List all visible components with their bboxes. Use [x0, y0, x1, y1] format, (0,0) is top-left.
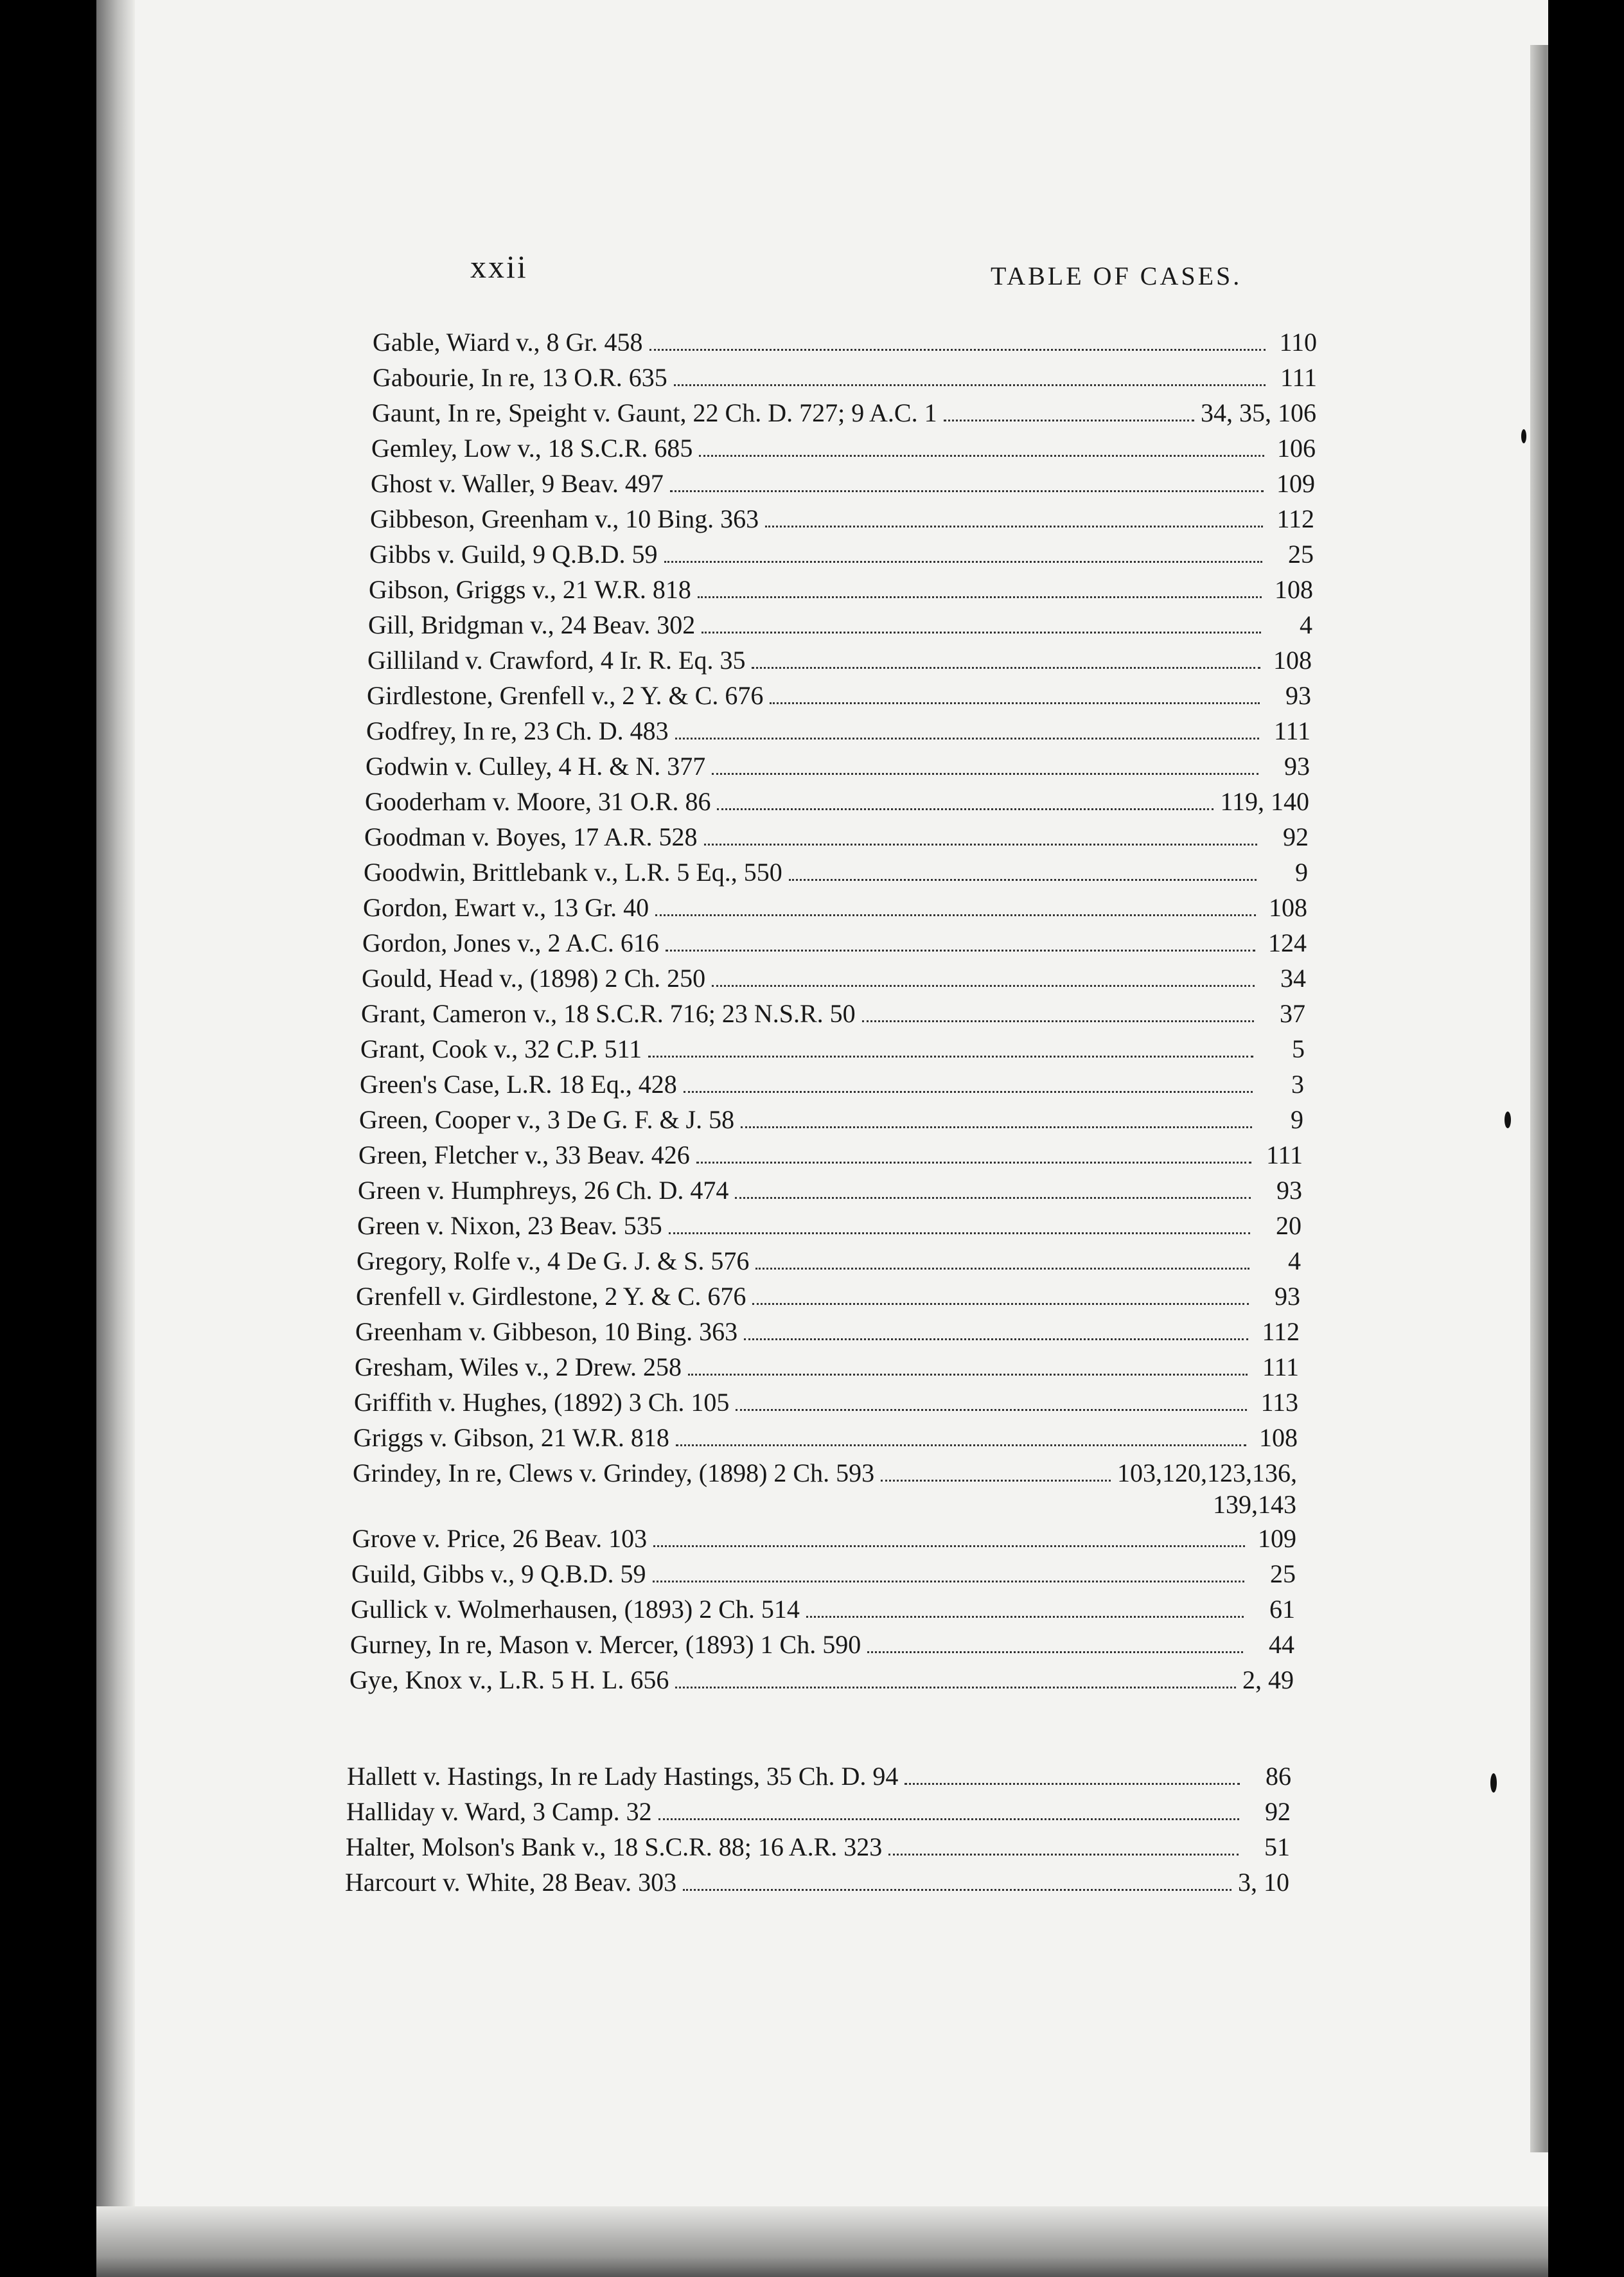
- page-reference: 9: [1295, 858, 1308, 887]
- list-item: [368, 608, 1312, 648]
- dot-leader: [712, 985, 1255, 987]
- list-item: [359, 1103, 1303, 1142]
- dot-leader: [741, 1126, 1252, 1128]
- page-reference: 61: [1269, 1595, 1295, 1624]
- case-name: Green's Case, L.R. 18 Eq., 428: [360, 1070, 677, 1099]
- case-name: Gordon, Jones v., 2 A.C. 616: [362, 928, 659, 957]
- page-reference: 20: [1276, 1211, 1302, 1240]
- table-of-cases: [96, 0, 1548, 2277]
- list-item: [355, 1315, 1300, 1354]
- dot-leader: [674, 384, 1266, 386]
- case-name: Goodwin, Brittlebank v., L.R. 5 Eq., 550: [364, 858, 782, 887]
- page-reference: 25: [1288, 540, 1314, 569]
- list-item: [363, 890, 1307, 930]
- case-name: Gould, Head v., (1898) 2 Ch. 250: [362, 964, 706, 993]
- dot-leader: [862, 1020, 1254, 1022]
- page-reference: 110: [1279, 328, 1317, 357]
- case-name: Greenham v. Gibbeson, 10 Bing. 363: [355, 1317, 738, 1346]
- list-item: [367, 678, 1311, 718]
- list-item: [369, 572, 1313, 612]
- page-number: xxii: [470, 249, 528, 285]
- case-name: Gregory, Rolfe v., 4 De G. J. & S. 576: [357, 1246, 750, 1275]
- case-name: Godwin v. Culley, 4 H. & N. 377: [366, 752, 706, 781]
- case-name: Green v. Humphreys, 26 Ch. D. 474: [358, 1176, 729, 1205]
- page-reference: 93: [1285, 681, 1311, 710]
- dot-leader: [944, 420, 1194, 421]
- dot-leader: [699, 455, 1264, 457]
- case-name: Gilliland v. Crawford, 4 Ir. R. Eq. 35: [367, 646, 746, 675]
- case-name: Gibson, Griggs v., 21 W.R. 818: [369, 575, 691, 604]
- dot-leader: [676, 1444, 1246, 1446]
- page-reference: 4: [1288, 1246, 1301, 1275]
- case-name: Halliday v. Ward, 3 Camp. 32: [346, 1797, 652, 1826]
- list-item: [346, 1794, 1291, 1834]
- list-item: [364, 855, 1308, 895]
- page-reference: 93: [1276, 1176, 1302, 1205]
- page-reference: 106: [1277, 434, 1316, 463]
- case-name: Gooderham v. Moore, 31 O.R. 86: [365, 787, 711, 816]
- list-item: [357, 1209, 1302, 1248]
- case-name: Harcourt v. White, 28 Beav. 303: [345, 1868, 677, 1897]
- page-reference: 108: [1273, 646, 1312, 675]
- list-item: [361, 997, 1305, 1036]
- list-item: [362, 961, 1306, 1001]
- case-name: Girdlestone, Grenfell v., 2 Y. & C. 676: [367, 681, 764, 710]
- case-name: Grant, Cameron v., 18 S.C.R. 716; 23 N.S.R. 50: [361, 999, 856, 1028]
- page-reference: 93: [1284, 752, 1310, 781]
- list-item: [358, 1138, 1303, 1178]
- case-name: Grove v. Price, 26 Beav. 103: [352, 1524, 648, 1553]
- case-name: Green, Fletcher v., 33 Beav. 426: [358, 1140, 690, 1169]
- case-name: Gaunt, In re, Speight v. Gaunt, 22 Ch. D. 727; 9 A.C. 1: [372, 398, 937, 427]
- page-reference: 108: [1259, 1423, 1298, 1452]
- case-name: Grindey, In re, Clews v. Grindey, (1898) 2 Ch. 593: [353, 1458, 875, 1487]
- dot-leader: [675, 738, 1259, 740]
- case-name: Gibbs v. Guild, 9 Q.B.D. 59: [369, 540, 658, 569]
- list-item: [360, 1032, 1305, 1072]
- list-item: [370, 502, 1314, 542]
- case-name: Gill, Bridgman v., 24 Beav. 302: [368, 610, 696, 639]
- page-reference: 112: [1276, 504, 1314, 533]
- case-name: Gable, Wiard v., 8 Gr. 458: [373, 328, 643, 357]
- page-reference: 9: [1291, 1105, 1303, 1134]
- list-item: [365, 784, 1309, 824]
- dot-leader: [881, 1480, 1111, 1482]
- case-name: Ghost v. Waller, 9 Beav. 497: [371, 469, 664, 498]
- dot-leader: [765, 526, 1263, 527]
- dot-leader: [648, 1056, 1253, 1058]
- dot-leader: [704, 844, 1257, 846]
- dot-leader: [658, 1818, 1239, 1820]
- page-reference: 34, 35, 106: [1201, 398, 1316, 427]
- list-item: [355, 1350, 1299, 1390]
- list-item: [364, 820, 1309, 860]
- page-reference: 92: [1283, 822, 1309, 851]
- page-reference: 113: [1260, 1388, 1298, 1417]
- dot-leader: [770, 702, 1260, 704]
- page-reference: 103,120,123,136,: [1117, 1458, 1297, 1487]
- page-reference: 111: [1266, 1140, 1303, 1169]
- list-item: [371, 466, 1315, 506]
- dot-leader: [669, 1232, 1250, 1234]
- list-item: [349, 1663, 1294, 1703]
- case-name: Green, Cooper v., 3 De G. F. & J. 58: [359, 1105, 735, 1134]
- dot-leader: [702, 632, 1261, 633]
- page-reference: 86: [1266, 1762, 1291, 1791]
- page-reference: 92: [1265, 1797, 1291, 1826]
- page-reference: 25: [1270, 1559, 1296, 1588]
- dot-leader: [752, 667, 1260, 669]
- list-item: [366, 714, 1311, 754]
- dot-leader: [789, 879, 1257, 881]
- case-name: Gullick v. Wolmerhausen, (1893) 2 Ch. 514: [351, 1595, 800, 1624]
- list-item: [353, 1421, 1298, 1460]
- list-item: [367, 643, 1312, 683]
- page-reference: 111: [1273, 716, 1311, 745]
- case-name: Gurney, In re, Mason v. Mercer, (1893) 1 Ch. 590: [350, 1630, 861, 1659]
- case-name: Grant, Cook v., 32 C.P. 511: [360, 1034, 642, 1063]
- list-item: [373, 360, 1317, 400]
- page-reference: 51: [1264, 1832, 1290, 1861]
- book-page: [96, 0, 1548, 2277]
- dot-leader: [755, 1268, 1249, 1270]
- dot-leader: [683, 1889, 1231, 1891]
- list-item: [362, 926, 1307, 966]
- page-reference: 112: [1262, 1317, 1300, 1346]
- list-item: [360, 1067, 1304, 1107]
- scan-speck: [1505, 1112, 1511, 1128]
- list-item: [354, 1385, 1298, 1425]
- list-item: [371, 431, 1316, 471]
- page-reference: 93: [1275, 1282, 1300, 1311]
- dot-leader: [717, 808, 1214, 810]
- page-reference: 34: [1280, 964, 1306, 993]
- page-reference: 3: [1291, 1070, 1304, 1099]
- case-name: Griffith v. Hughes, (1892) 3 Ch. 105: [354, 1388, 730, 1417]
- dot-leader: [905, 1783, 1240, 1785]
- page-reference: 109: [1258, 1524, 1296, 1553]
- list-item: [345, 1865, 1289, 1905]
- case-name: Goodman v. Boyes, 17 A.R. 528: [364, 822, 698, 851]
- case-name: Hallett v. Hastings, In re Lady Hastings, 35 Ch. D. 94: [347, 1762, 899, 1791]
- page-reference-continuation: 139,143: [1213, 1490, 1296, 1519]
- case-name: Guild, Gibbs v., 9 Q.B.D. 59: [351, 1559, 646, 1588]
- dot-leader: [867, 1651, 1243, 1653]
- page-reference: 4: [1300, 610, 1312, 639]
- list-item: [351, 1557, 1296, 1597]
- list-item: [373, 325, 1317, 365]
- list-item: [356, 1279, 1300, 1319]
- dot-leader: [698, 596, 1262, 598]
- list-item: [366, 749, 1310, 789]
- dot-leader: [653, 1581, 1244, 1582]
- dot-leader: [655, 914, 1256, 916]
- dot-leader: [888, 1854, 1239, 1856]
- dot-leader: [712, 773, 1258, 775]
- dot-leader: [664, 561, 1262, 563]
- list-item: [346, 1830, 1290, 1870]
- scan-speck: [1521, 429, 1526, 443]
- page-reference: 44: [1269, 1630, 1294, 1659]
- page-reference: 111: [1280, 363, 1317, 392]
- list-item: [352, 1521, 1296, 1561]
- case-name: Halter, Molson's Bank v., 18 S.C.R. 88; 16 A.R. 323: [346, 1832, 883, 1861]
- case-name: Godfrey, In re, 23 Ch. D. 483: [366, 716, 669, 745]
- case-name: Green v. Nixon, 23 Beav. 535: [357, 1211, 662, 1240]
- dot-leader: [649, 349, 1266, 351]
- dot-leader: [735, 1197, 1251, 1199]
- dot-leader: [696, 1162, 1251, 1164]
- dot-leader: [744, 1338, 1248, 1340]
- case-name: Gibbeson, Greenham v., 10 Bing. 363: [370, 504, 759, 533]
- list-item: [350, 1627, 1294, 1667]
- page-reference: 5: [1292, 1034, 1305, 1063]
- dot-leader: [653, 1545, 1245, 1547]
- page-reference: 3, 10: [1238, 1868, 1289, 1897]
- page-reference: 108: [1269, 893, 1307, 922]
- scan-speck: [1490, 1773, 1497, 1793]
- case-name: Gye, Knox v., L.R. 5 H. L. 656: [349, 1665, 669, 1694]
- list-item: [351, 1592, 1295, 1632]
- list-item: [372, 396, 1316, 436]
- page-reference: 119, 140: [1220, 787, 1309, 816]
- dot-leader: [688, 1374, 1248, 1376]
- page-reference: 109: [1276, 469, 1315, 498]
- case-name: Grenfell v. Girdlestone, 2 Y. & C. 676: [356, 1282, 746, 1311]
- case-name: Gresham, Wiles v., 2 Drew. 258: [355, 1352, 682, 1381]
- dot-leader: [806, 1616, 1244, 1618]
- running-title: TABLE OF CASES.: [991, 261, 1242, 290]
- case-name: Gemley, Low v., 18 S.C.R. 685: [371, 434, 693, 463]
- dot-leader: [666, 950, 1255, 952]
- case-name: Griggs v. Gibson, 21 W.R. 818: [353, 1423, 669, 1452]
- page-reference: 2, 49: [1242, 1665, 1294, 1694]
- page-reference: 37: [1280, 999, 1305, 1028]
- list-item: [369, 537, 1314, 577]
- dot-leader: [736, 1409, 1247, 1411]
- dot-leader: [752, 1303, 1249, 1305]
- dot-leader: [670, 490, 1264, 492]
- dot-leader: [675, 1687, 1236, 1688]
- list-item: [357, 1244, 1301, 1284]
- page-reference: 111: [1262, 1352, 1299, 1381]
- case-name: Gabourie, In re, 13 O.R. 635: [373, 363, 667, 392]
- dot-leader: [684, 1091, 1253, 1093]
- page-reference: 108: [1275, 575, 1313, 604]
- list-item: [347, 1759, 1291, 1799]
- list-item: [358, 1173, 1302, 1213]
- case-name: Gordon, Ewart v., 13 Gr. 40: [363, 893, 649, 922]
- page-reference: 124: [1268, 928, 1307, 957]
